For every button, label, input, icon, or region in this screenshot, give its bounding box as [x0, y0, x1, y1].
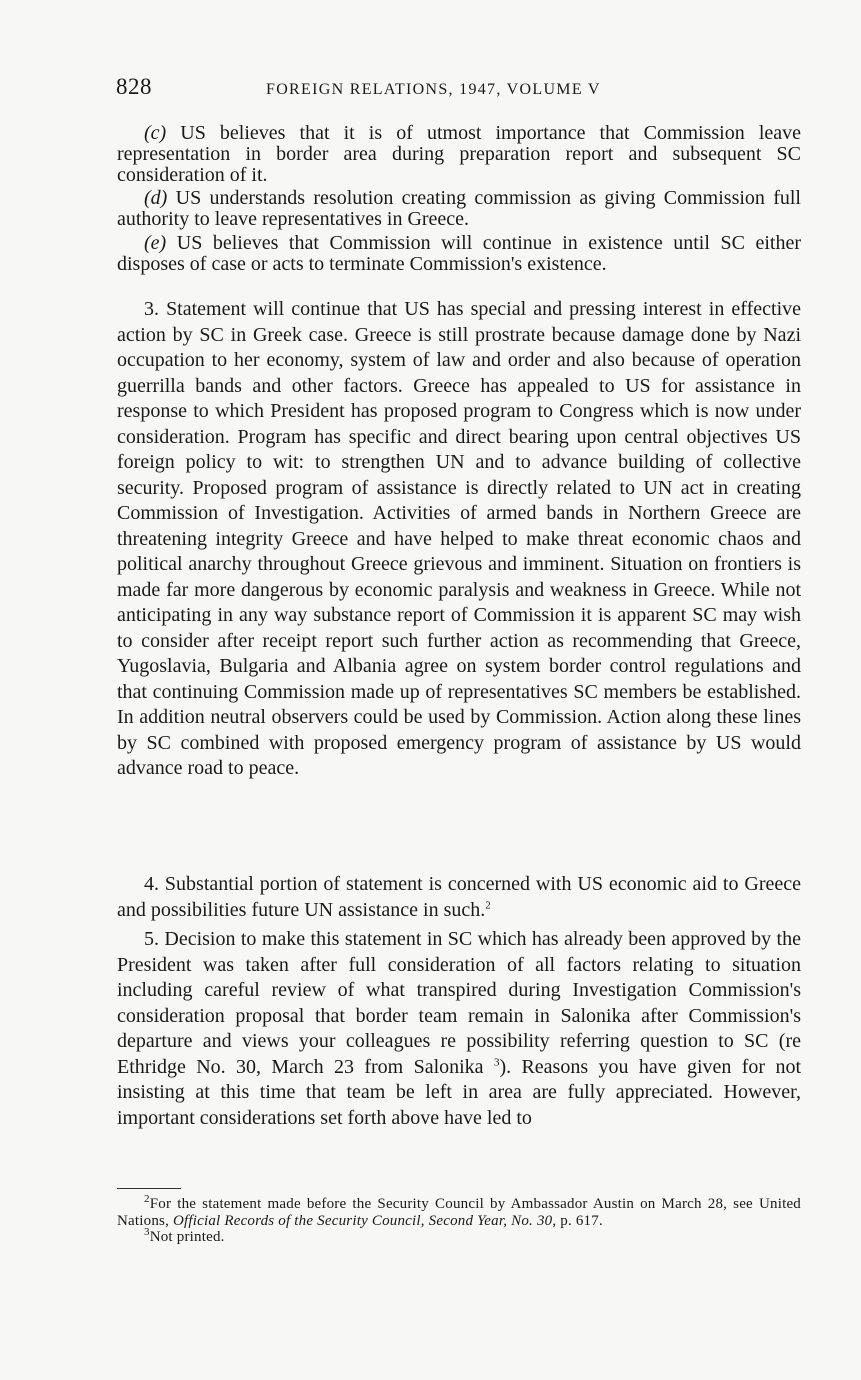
footnote-ref: 3: [493, 1055, 500, 1068]
paragraph-5-text-cont: ). Reasons you have given for not insisting at this time that team be left in area are fully appreciated. However, important considerations set forth above have led to: [117, 1055, 802, 1129]
sub-item-e: [117, 233, 801, 275]
paragraph-4: [117, 872, 801, 923]
footnote-3: [117, 1226, 801, 1246]
footnote-rule: [117, 1188, 181, 1189]
footnote-mark: 2: [144, 1193, 150, 1205]
footnote-text: For the statement made before the Security Council by Ambassador Austin on March 28, see United Nations,: [117, 1196, 801, 1229]
paragraph-3-text: 3. Statement will continue that US has special and pressing interest in effective action by SC in Greek case. Greece is still prostrate because damage done by Nazi occupation to her economy, system of law and order and also because of operation guerrilla bands and other factors. Greece has appealed to US for assistance in response to which President has proposed program to Congress which is now under consideration. Program has specific and direct bearing upon central objectives US foreign policy to wit: to strengthen UN and to advance building of collective security. Proposed program of assistance is directly related to UN act in creating Commission of Investigation. Activities of armed bands in Northern Greece are threatening integrity Greece and have helped to make threat economic chaos and political anarchy throughout Greece grievous and imminent. Situation on frontiers is made far more dangerous by economic paralysis and weakness in Greece. While not anticipating in any way substance report of Commission it is apparent SC may wish to consider after receipt report such further action as recommending that Greece, Yugoslavia, Bulgaria and Albania agree on system border control regulations and that continuing Commission made up of representatives SC members be established. In addition neutral observers could be used by Commission. Action along these lines by SC combined with proposed emergency program of assistance by US would advance road to peace.: [117, 298, 801, 779]
paragraph-3: [117, 297, 801, 782]
sub-item-text: US understands resolution creating commission as giving Commission full authority to leave representatives in Greece.: [117, 187, 801, 230]
sub-item-c: [117, 123, 801, 186]
footnote-2: [117, 1193, 801, 1229]
sub-item-text: US believes that Commission will continue in existence until SC either disposes of case or acts to terminate Commission's existence.: [117, 232, 801, 275]
page-header: [116, 74, 806, 104]
sub-item-label: (d): [144, 187, 168, 209]
running-title: FOREIGN RELATIONS, 1947, VOLUME V: [266, 81, 601, 98]
sub-item-d: [117, 188, 801, 230]
footnote-ref: 2: [485, 898, 491, 911]
footnote-text-end: , p. 617.: [552, 1212, 603, 1229]
paragraph-4-text: 4. Substantial portion of statement is concerned with US economic aid to Greece and possibilities future UN assistance in such.: [117, 873, 801, 921]
page-number: 828: [116, 74, 152, 99]
footnote-text: Not printed.: [149, 1229, 225, 1245]
footnotes: [117, 1193, 801, 1246]
sub-item-label: (e): [144, 232, 167, 254]
footnote-source-title: Official Records of the Security Council, Second Year, No. 30: [172, 1212, 553, 1229]
footnote-mark: 3: [144, 1226, 150, 1238]
paragraph-5-text: 5. Decision to make this statement in SC which has already been approved by the President was taken after full consideration of all factors relating to situation including careful review of what transpired during Investigation Commission's consideration proposal that border team remain in Salonika after Commission's departure and views your colleagues re possibility referring question to SC (re Ethridge No. 30, March 23 from Salonika: [117, 928, 801, 1078]
sub-item-label: (c): [144, 122, 167, 144]
sub-item-text: US believes that it is of utmost importance that Commission leave representation in border area during preparation report and subsequent SC consideration of it.: [117, 122, 801, 186]
paragraph-5: [117, 927, 801, 1131]
